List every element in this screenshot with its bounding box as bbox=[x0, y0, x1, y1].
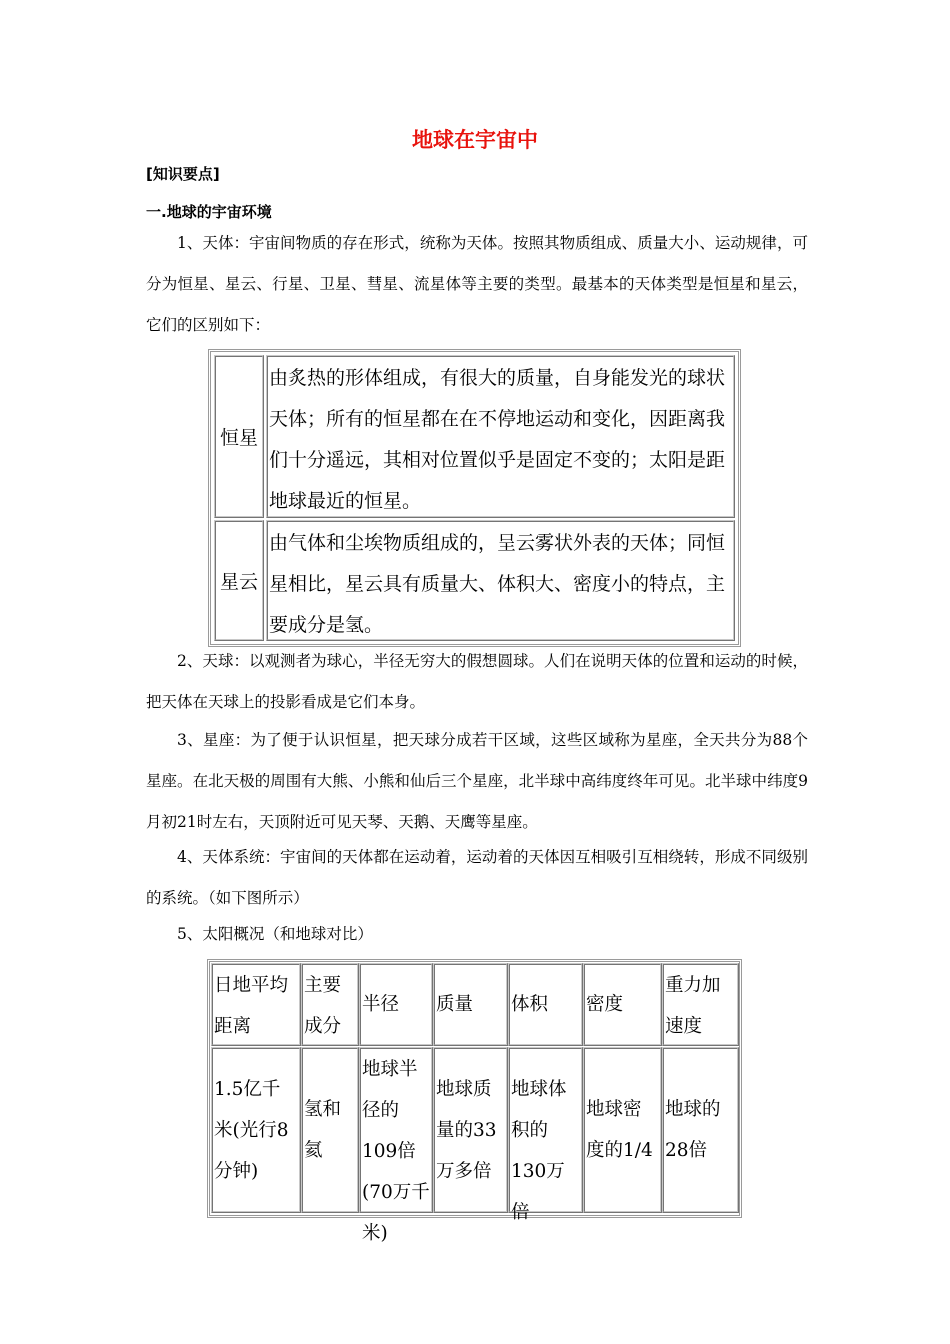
paragraph-celestial-sphere: 2、天球：以观测者为球心，半径无穷大的假想圆球。人们在说明天体的位置和运动的时候，把天体在天球上的投影看成是它们本身。 bbox=[146, 652, 808, 711]
section-heading: 一.地球的宇宙环境 bbox=[146, 203, 272, 221]
table-row bbox=[214, 355, 735, 518]
row-label-nebula: 星云 bbox=[214, 520, 264, 641]
sun-comparison-table bbox=[207, 959, 742, 1244]
header-cell-radius: 半径 bbox=[359, 963, 433, 1046]
header-cell-density: 密度 bbox=[583, 963, 662, 1046]
value-cell-mass: 地球质量的33万多倍 bbox=[433, 1047, 508, 1213]
header-cell-mass: 质量 bbox=[433, 963, 508, 1046]
header-cell-gravity: 重力加速度 bbox=[662, 963, 739, 1046]
paragraph-celestial-system: 4、天体系统：宇宙间的天体都在运动着，运动着的天体因互相吸引互相绕转，形成不同级别的系统。（如下图所示） bbox=[146, 848, 808, 907]
paragraph-constellation: 3、星座：为了便于认识恒星，把天球分成若干区域，这些区域称为星座，全天共分为88个星座。在北天极的周围有大熊、小熊和仙后三个星座，北半球中高纬度终年可见。北半球中纬度9月初21时左右，天顶附近可见天琴、天鹅、天鹰等星座。 bbox=[146, 731, 808, 831]
page-title: 地球在宇宙中 bbox=[412, 128, 538, 152]
value-cell-volume: 地球体积的130万倍 bbox=[508, 1047, 583, 1213]
paragraph-sun-overview: 5、太阳概况（和地球对比） bbox=[177, 925, 373, 943]
paragraph-celestial-body: 1、天体：宇宙间物质的存在形式，统称为天体。按照其物质组成、质量大小、运动规律，可分为恒星、星云、行星、卫星、彗星、流星体等主要的类型。最基本的天体类型是恒星和星云，它们的区别如下： bbox=[146, 234, 808, 334]
table-row bbox=[214, 520, 735, 641]
section-tag: [知识要点] bbox=[146, 165, 220, 183]
header-cell-volume: 体积 bbox=[508, 963, 583, 1046]
value-cell-distance: 1.5亿千米(光行8分钟) bbox=[211, 1047, 301, 1213]
value-cell-gravity: 地球的28倍 bbox=[662, 1047, 739, 1213]
value-cell-radius: 地球半径的109倍(70万千米) bbox=[359, 1047, 433, 1213]
row-label-star: 恒星 bbox=[214, 355, 264, 518]
header-cell-distance: 日地平均距离 bbox=[211, 963, 301, 1046]
value-cell-density: 地球密度的1/4 bbox=[583, 1047, 662, 1213]
row-text-star: 由炙热的形体组成，有很大的质量，自身能发光的球状天体；所有的恒星都在在不停地运动和变化，因距离我们十分遥远，其相对位置似乎是固定不变的；太阳是距地球最近的恒星。 bbox=[266, 355, 735, 518]
value-cell-composition: 氢和氦 bbox=[301, 1047, 359, 1213]
row-text-nebula: 由气体和尘埃物质组成的，呈云雾状外表的天体；同恒星相比，星云具有质量大、体积大、密度小的特点，主要成分是氢。 bbox=[266, 520, 735, 641]
header-cell-composition: 主要成分 bbox=[301, 963, 359, 1046]
star-nebula-table bbox=[208, 349, 741, 647]
